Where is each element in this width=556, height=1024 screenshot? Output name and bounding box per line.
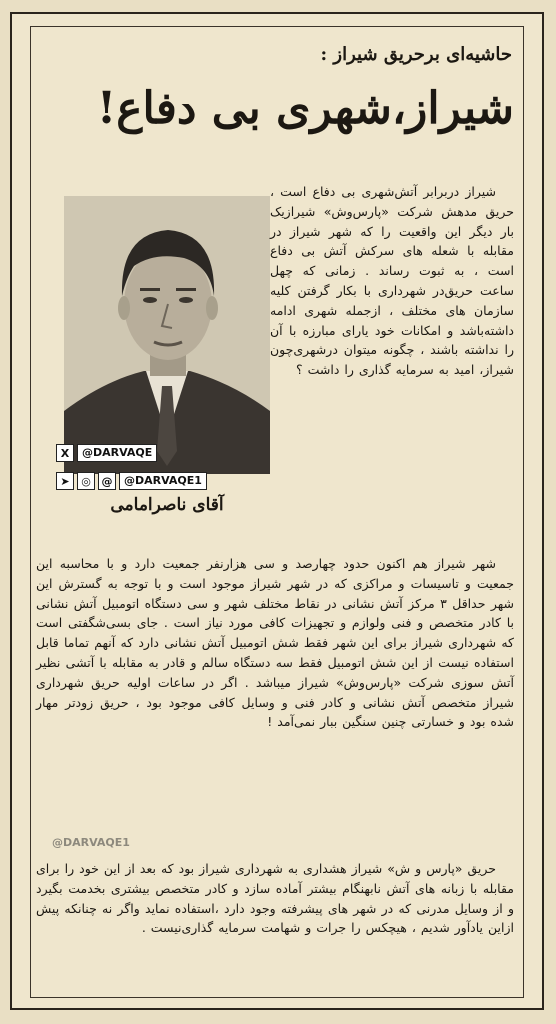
paragraph-text: شیراز دربرابر آتش‌شهری بی دفاع است ، حریق مدهش شرکت «پارس‌وش» شیرازیک بار دیگر این واقعیت را که شهر شیراز در مقابله با شعله های سرکش آتش بی دفاع است ، به ثبوت رساند . زمانی که چهل ساعت حریق‌در شهرداری با بکار گرفتن کلیه سازمان های مختلف ، ازجمله شهری ادامه داشته‌باشد و امکانات خود یارای مبارزه با آن را نداشته باشند ، چگونه میتوان درشهری‌چون شیراز، امید به سرمایه گذاری را داشت ؟: [270, 184, 514, 378]
article-paragraph-2: [36, 554, 514, 732]
social-row-telegram: [56, 472, 207, 490]
article-paragraph-3: [36, 859, 514, 938]
article-paragraph-1: [270, 182, 514, 380]
social-row-x: [56, 444, 157, 462]
instagram-icon[interactable]: ◎: [77, 472, 95, 490]
x-icon[interactable]: X: [56, 444, 74, 462]
portrait-illustration: [64, 196, 270, 474]
article-kicker: حاشیه‌ای برحریق شیراز :: [320, 44, 512, 65]
paragraph-text: شهر شیراز هم اکنون حدود چهارصد و سی هزارنفر جمعیت دارد و با محاسبه این جمعیت و تاسیسات و مراکزی که در شهر شیراز موجود است و با توجه به گسترش این شهر حداقل ۳ مرکز آتش نشانی در نقاط مختلف شهر و سی دستگاه اتومبیل آتش نشانی با کادر متخصص و فنی ولوازم و تجهیزات کافی مورد نیاز است . جای بسی‌شگفتی است که شهرداری شیراز برای این شهر فقط شش اتومبیل آتش نشانی دارد که آنهم تماما قابل استفاده نیست از این شش اتومبیل فقط سه دستگاه سالم و قادر به مقابله با آتشی نظیر آتش سوزی شرکت «پارس‌وش» شیراز میباشد . اگر در ساعات اولیه حریق شهرداری شیراز متخصص آتش نشانی و کادر فنی و وسایل کافی موجود بود ، حریق زودتر مهار شده بود و خسارتی چنین سنگین ببار نمی‌آمد !: [36, 556, 514, 730]
portrait-photo: [64, 196, 270, 474]
telegram-icon[interactable]: ➤: [56, 472, 74, 490]
article-headline: شیراز،شهری بی دفاع!: [96, 83, 514, 134]
watermark-handle: @DARVAQE1: [52, 836, 130, 849]
social-handle-x[interactable]: @DARVAQE: [77, 444, 157, 462]
photo-caption: آقای ناصرامامی: [110, 495, 224, 515]
threads-icon[interactable]: @: [98, 472, 116, 490]
social-handle-telegram[interactable]: @DARVAQE1: [119, 472, 207, 490]
paragraph-text: حریق «پارس و ش» شیراز هشداری به شهرداری شیراز بود که بعد از این خود را برای مقابله با زبانه های آتش نابهنگام بیشتر آماده سازد و کادر متخصص بیشتری بخدمت بگیرد و از وسایل مدرنی که در شهر های پیشرفته وجود دارد ،استفاده نماید واگر نه چنانکه پیش ازاین یادآور شدیم ، هیچکس را جرات و شهامت سرمایه گذاری‌نیست .: [36, 861, 514, 936]
newspaper-clipping: [10, 12, 544, 1010]
